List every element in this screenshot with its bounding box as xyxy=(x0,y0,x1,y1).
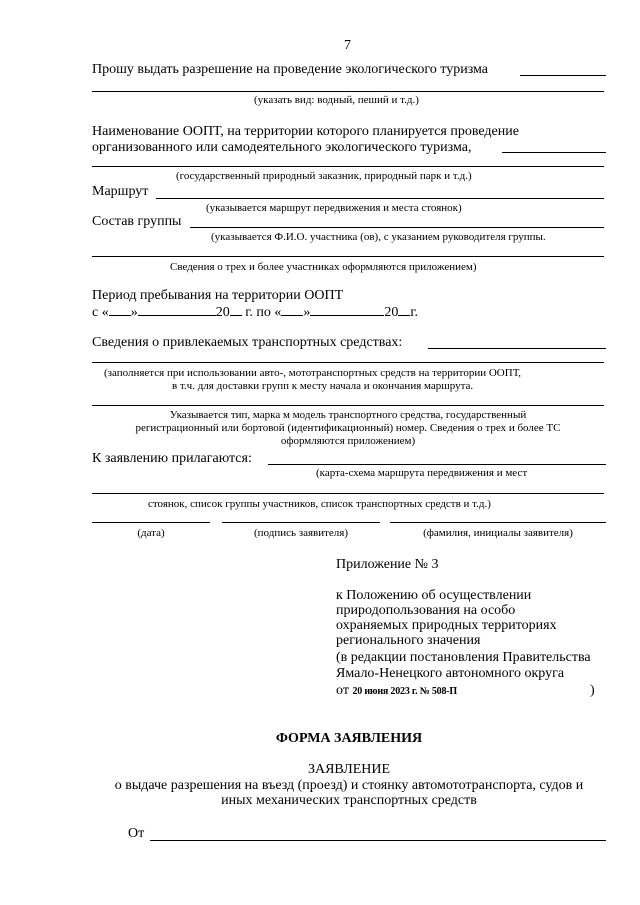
request-continuation-line[interactable] xyxy=(92,91,604,92)
appendix-line6: Ямало-Ненецкого автономного округа xyxy=(336,666,565,681)
from-field[interactable] xyxy=(150,840,606,841)
group-label: Состав группы xyxy=(92,214,182,229)
appendix-close-paren: ) xyxy=(590,683,595,698)
appendix-date-stamp: 20 июня 2023 г. № 508-П xyxy=(352,686,457,697)
appendix-line5: (в редакции постановления Правительства xyxy=(336,650,591,665)
transport-field[interactable] xyxy=(428,348,606,349)
period-close-quote2: » xyxy=(303,305,311,320)
oopt-continuation-line[interactable] xyxy=(92,166,604,167)
form-title: ФОРМА ЗАЯВЛЕНИЯ xyxy=(275,731,423,746)
attachments-continuation-line[interactable] xyxy=(92,493,604,494)
period-year-end: г. xyxy=(410,305,419,320)
attachments-field[interactable] xyxy=(268,464,606,465)
transport-hint2: в т.ч. для доставки групп к месту начала и окончания маршрута. xyxy=(172,380,474,392)
route-hint: (указывается маршрут передвижения и места стоянок) xyxy=(206,202,462,214)
period-year-suffix: г. по « xyxy=(245,305,282,320)
name-caption: (фамилия, инициалы заявителя) xyxy=(423,527,573,539)
appendix-line4: регионального значения xyxy=(336,633,481,648)
appendix-from: от xyxy=(336,683,349,698)
period-from: с « xyxy=(92,305,109,320)
route-field[interactable] xyxy=(156,198,604,199)
period-year-to-field[interactable] xyxy=(398,303,410,316)
period-day-to-field[interactable] xyxy=(281,303,303,316)
oopt-name-field[interactable] xyxy=(502,152,606,153)
transport-second-line[interactable] xyxy=(92,405,604,406)
request-text: Прошу выдать разрешение на проведение экологического туризма xyxy=(92,62,488,77)
oopt-hint: (государственный природный заказник, природный парк и т.д.) xyxy=(176,170,472,182)
form-subtitle-1: о выдаче разрешения на въезд (проезд) и стоянку автомототранспорта, судов и xyxy=(114,778,584,793)
appendix-line1: к Положению об осуществлении xyxy=(336,588,532,603)
period-year2: 20 xyxy=(384,305,399,320)
from-label: От xyxy=(128,826,145,841)
group-continuation-line[interactable] xyxy=(92,256,604,257)
period-title: Период пребывания на территории ООПТ xyxy=(92,288,344,303)
attachments-hint1: (карта-схема маршрута передвижения и мест xyxy=(316,467,528,479)
transport-label: Сведения о привлекаемых транспортных средствах: xyxy=(92,335,403,350)
period-month-from-field[interactable] xyxy=(138,303,216,316)
attachments-label: К заявлению прилагаются: xyxy=(92,451,252,466)
oopt-line2: организованного или самодеятельного экологического туризма, xyxy=(92,140,472,155)
period-year: 20 xyxy=(215,305,230,320)
appendix-line3: охраняемых природных территориях xyxy=(336,618,557,633)
name-field[interactable] xyxy=(390,522,606,523)
request-type-field[interactable] xyxy=(520,75,606,76)
transport-hint5: оформляются приложением) xyxy=(280,435,416,447)
date-field[interactable] xyxy=(92,522,210,523)
signature-caption: (подпись заявителя) xyxy=(253,527,349,539)
appendix-line2: природопользования на особо xyxy=(336,603,516,618)
form-heading: ЗАЯВЛЕНИЕ xyxy=(307,762,391,777)
period-day-from-field[interactable] xyxy=(109,303,131,316)
transport-hint1: (заполняется при использовании авто-, мототранспортных средств на территории ООПТ, xyxy=(104,367,522,379)
transport-hint4: регистрационный или бортовой (идентификационный) номер. Сведения о трех и более ТС xyxy=(135,422,561,434)
signature-field[interactable] xyxy=(222,522,380,523)
oopt-line1-wrap xyxy=(92,124,609,140)
appendix-title: Приложение № 3 xyxy=(336,557,439,572)
period-close-quote: » xyxy=(130,305,138,320)
oopt-line1: Наименование ООПТ, на территории которого планируется проведение xyxy=(92,124,519,139)
transport-hint3: Указывается тип, марка м модель транспортного средства, государственный xyxy=(169,409,527,421)
group-hint2: Сведения о трех и более участниках оформляются приложением) xyxy=(170,261,477,273)
request-hint: (указать вид: водный, пеший и т.д.) xyxy=(254,94,419,106)
form-subtitle-2: иных механических транспортных средств xyxy=(221,793,477,808)
period-row xyxy=(92,303,418,321)
date-caption: (дата) xyxy=(137,527,165,539)
group-field[interactable] xyxy=(190,227,604,228)
transport-continuation-line[interactable] xyxy=(92,362,604,363)
period-year-from-field[interactable] xyxy=(230,303,242,316)
group-hint: (указывается Ф.И.О. участника (ов), с указанием руководителя группы. xyxy=(211,231,546,243)
route-label: Маршрут xyxy=(92,184,149,199)
period-month-to-field[interactable] xyxy=(310,303,384,316)
appendix-date-row xyxy=(336,683,457,700)
attachments-hint2: стоянок, список группы участников, список транспортных средств и т.д.) xyxy=(148,498,491,510)
page-number: 7 xyxy=(344,38,351,53)
